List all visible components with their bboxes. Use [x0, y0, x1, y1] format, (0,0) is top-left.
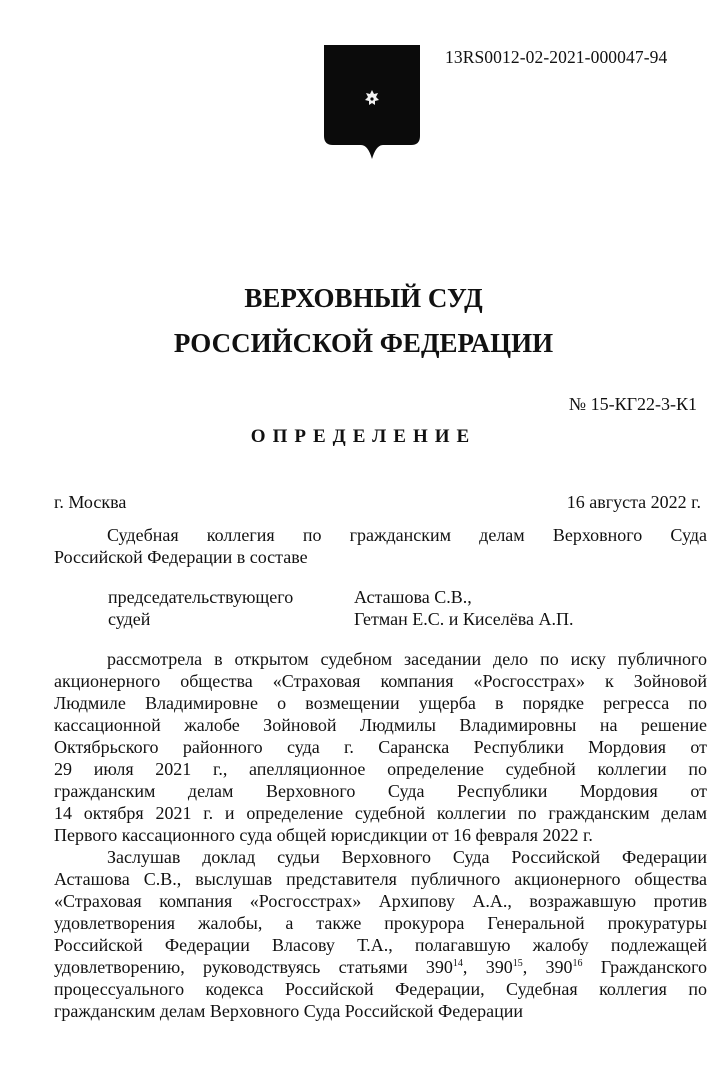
judicial-panel	[108, 586, 573, 630]
paragraph-line: Людмиле Владимировне о возмещении ущерба в порядке регресса по	[54, 693, 707, 713]
article-superscript: 14	[452, 958, 463, 969]
court-title-line-1: ВЕРХОВНЫЙ СУД	[244, 283, 483, 313]
document-type-heading: ОПРЕДЕЛЕНИЕ	[250, 426, 477, 447]
article-number: 390	[545, 957, 573, 977]
paragraph-line: рассмотрела в открытом судебном заседании дело по иску публичного	[107, 649, 707, 669]
paragraph-line: 29 июля 2021 г., апелляционное определение судебной коллегии по	[54, 759, 707, 779]
paragraph-line: Российской Федерации Власову Т.А., полагавшую жалобу подлежащей	[54, 935, 707, 955]
hearing-paragraph	[54, 846, 707, 1022]
paragraph-line-articles: удовлетворению, руководствуясь статьями $390^{14}$, $390^{15}$, $390^{16}$ Гражданского	[54, 957, 708, 977]
paragraph-line: Первого кассационного суда общей юрисдикции от 16 февраля 2022 г.	[54, 825, 593, 845]
intro-line: Российской Федерации в составе	[54, 547, 308, 567]
paragraph-line: Асташова С.В., выслушав представителя публичного акционерного общества	[54, 869, 707, 889]
judges-role: судей	[108, 609, 151, 629]
coat-of-arms-emblem	[323, 44, 421, 160]
paragraph-line: акционерного общества «Страховая компания «Росгосстрах» к Зойновой	[54, 671, 707, 691]
court-title	[0, 276, 727, 366]
court-title-line-2: РОССИЙСКОЙ ФЕДЕРАЦИИ	[173, 328, 554, 358]
case-identifier: 13RS0012-02-2021-000047-94	[445, 47, 668, 67]
articles-suffix: Гражданского	[582, 957, 708, 977]
chair-name: Асташова С.В.,	[354, 587, 472, 607]
article-superscript: 16	[572, 958, 583, 969]
paragraph-line: кассационной жалобе Зойновой Людмилы Владимировны на решение	[54, 715, 707, 735]
city: г. Москва	[54, 492, 127, 512]
article-number: 390	[425, 957, 453, 977]
proceedings-paragraph	[54, 648, 707, 846]
document-number: № 15-КГ22-3-К1	[568, 394, 697, 414]
paragraph-line: Октябрьского районного суда г. Саранска Республики Мордовия от	[54, 737, 707, 757]
intro-paragraph	[54, 524, 707, 568]
paragraph-line: удовлетворения жалобы, а также прокурора Генеральной прокуратуры	[54, 913, 707, 933]
paragraph-line: гражданским делам Верховного Суда Республики Мордовия от	[54, 781, 707, 801]
document-date: 16 августа 2022 г.	[566, 492, 701, 512]
paragraph-line: Заслушав доклад судьи Верховного Суда Российской Федерации	[107, 847, 707, 867]
paragraph-line: 14 октября 2021 г. и определение судебной коллегии по гражданским делам	[54, 803, 707, 823]
paragraph-line: гражданским делам Верховного Суда Российской Федерации	[54, 1001, 524, 1021]
articles-prefix: удовлетворению, руководствуясь статьями	[54, 957, 426, 977]
intro-line: Судебная коллегия по гражданским делам Верховного Суда	[107, 525, 707, 545]
paragraph-line: процессуального кодекса Российской Федерации, Судебная коллегия по	[54, 979, 707, 999]
article-number: 390	[485, 957, 513, 977]
paragraph-line: «Страховая компания «Росгосстрах» Архипову А.А., возражавшую против	[54, 891, 707, 911]
judges-names: Гетман Е.С. и Киселёва А.П.	[354, 609, 574, 629]
chair-role: председательствующего	[108, 587, 294, 607]
article-superscript: 15	[512, 958, 523, 969]
